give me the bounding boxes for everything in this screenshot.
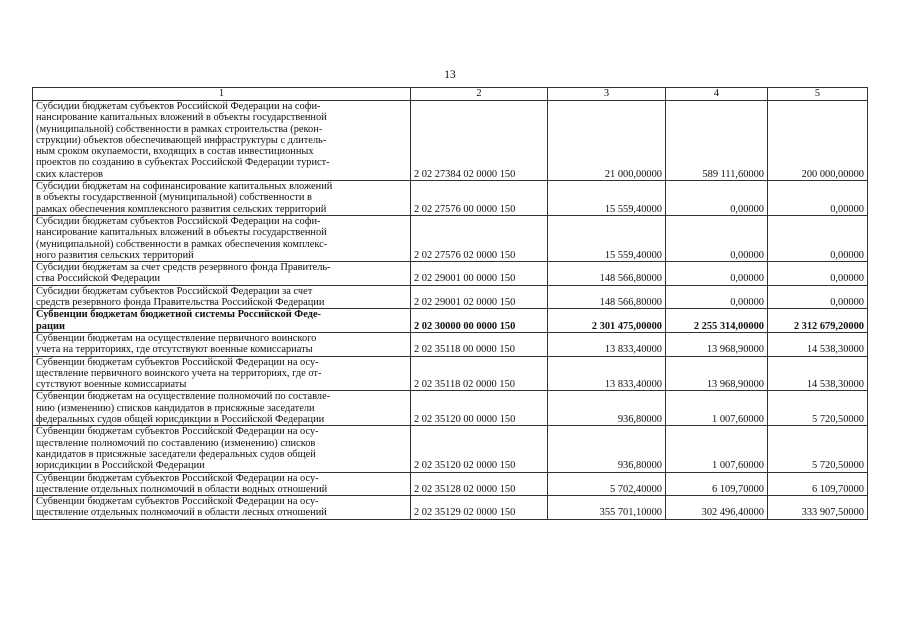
row-value-col3: 355 701,10000	[548, 496, 666, 520]
row-value-col4: 6 109,70000	[666, 472, 768, 496]
row-name-cell	[33, 496, 411, 520]
table-row	[33, 472, 868, 496]
header-cell-5: 5	[768, 88, 868, 101]
table-row	[33, 391, 868, 426]
row-value-col3: 936,80000	[548, 426, 666, 472]
row-name-cell	[33, 472, 411, 496]
row-value-col4: 2 255 314,00000	[666, 309, 768, 333]
row-name-line: юрисдикции в Российской Федерации	[36, 460, 205, 472]
row-name-line: Субсидии бюджетам на софинансирование капитальных вложений	[36, 181, 333, 193]
table-row	[33, 496, 868, 520]
row-name-line: проектов по созданию в субъектах Российской Федерации турист-	[36, 157, 330, 169]
row-value-col3: 13 833,40000	[548, 332, 666, 356]
row-value-col3: 148 566,80000	[548, 285, 666, 309]
table-body	[33, 101, 868, 520]
row-name-line: Субсидии бюджетам за счет средств резервного фонда Правитель-	[36, 262, 331, 274]
row-value-col3: 21 000,00000	[548, 101, 666, 181]
table-row	[33, 262, 868, 286]
row-code-cell: 2 02 35118 02 0000 150	[411, 356, 548, 391]
row-code-cell: 2 02 35120 02 0000 150	[411, 426, 548, 472]
table-row	[33, 332, 868, 356]
row-code-cell: 2 02 29001 00 0000 150	[411, 262, 548, 286]
row-value-col5: 0,00000	[768, 181, 868, 216]
row-name-line: Субвенции бюджетам субъектов Российской Федерации на осу-	[36, 472, 319, 484]
row-value-col3: 13 833,40000	[548, 356, 666, 391]
row-value-col4: 13 968,90000	[666, 356, 768, 391]
row-value-col5: 2 312 679,20000	[768, 309, 868, 333]
row-value-col4: 302 496,40000	[666, 496, 768, 520]
row-code-cell: 2 02 35120 00 0000 150	[411, 391, 548, 426]
row-code-cell: 2 02 35118 00 0000 150	[411, 332, 548, 356]
row-value-col4: 0,00000	[666, 181, 768, 216]
row-name-line: Субвенции бюджетам субъектов Российской Федерации на осу-	[36, 496, 319, 508]
row-name-line: (муниципальной) собственности в рамках обеспечения комплекс-	[36, 238, 328, 250]
row-code-cell: 2 02 30000 00 0000 150	[411, 309, 548, 333]
row-name-cell	[33, 262, 411, 286]
table-row	[33, 101, 868, 181]
header-cell-3: 3	[548, 88, 666, 101]
row-value-col4: 0,00000	[666, 215, 768, 261]
row-name-line: сутствуют военные комиссариаты	[36, 379, 187, 391]
row-value-col5: 0,00000	[768, 262, 868, 286]
row-code-cell: 2 02 27576 00 0000 150	[411, 181, 548, 216]
row-name-line: ства Российской Федерации	[36, 273, 161, 285]
row-name-line: струкции) объектов обеспечивающей инфраструктуры с длитель-	[36, 134, 327, 146]
row-value-col4: 589 111,60000	[666, 101, 768, 181]
row-name-cell	[33, 181, 411, 216]
row-code-cell: 2 02 35128 02 0000 150	[411, 472, 548, 496]
row-code-cell: 2 02 27576 02 0000 150	[411, 215, 548, 261]
table-row	[33, 426, 868, 472]
row-value-col4: 0,00000	[666, 262, 768, 286]
row-value-col3: 15 559,40000	[548, 181, 666, 216]
row-name-line: (муниципальной) собственности в рамках строительства (рекон-	[36, 123, 323, 135]
row-value-col3: 5 702,40000	[548, 472, 666, 496]
row-value-col3: 2 301 475,00000	[548, 309, 666, 333]
row-name-line: Субсидии бюджетам субъектов Российской Федерации за счет	[36, 285, 313, 297]
page-number: 13	[444, 69, 456, 81]
row-name-line: ществление отдельных полномочий в области лесных отношений	[36, 507, 327, 519]
header-cell-2: 2	[411, 88, 548, 101]
row-name-line: Субвенции бюджетам субъектов Российской Федерации на осу-	[36, 426, 319, 438]
table-row	[33, 356, 868, 391]
table-row	[33, 285, 868, 309]
row-value-col3: 936,80000	[548, 391, 666, 426]
row-name-line: кандидатов в присяжные заседатели федеральных судов общей	[36, 448, 316, 460]
row-name-cell	[33, 101, 411, 181]
row-value-col5: 0,00000	[768, 285, 868, 309]
row-code-cell: 2 02 29001 02 0000 150	[411, 285, 548, 309]
header-cell-1: 1	[33, 88, 411, 101]
row-name-line: рамках обеспечения комплексного развития сельских территорий	[36, 203, 327, 215]
row-code-cell: 2 02 27384 02 0000 150	[411, 101, 548, 181]
row-name-cell	[33, 426, 411, 472]
row-value-col4: 0,00000	[666, 285, 768, 309]
row-name-line: Субвенции бюджетам субъектов Российской Федерации на осу-	[36, 356, 319, 368]
row-value-col3: 15 559,40000	[548, 215, 666, 261]
row-value-col5: 14 538,30000	[768, 332, 868, 356]
row-code-cell: 2 02 35129 02 0000 150	[411, 496, 548, 520]
budget-table	[32, 87, 868, 520]
row-value-col5: 5 720,50000	[768, 391, 868, 426]
row-value-col5: 200 000,00000	[768, 101, 868, 181]
row-value-col5: 333 907,50000	[768, 496, 868, 520]
row-name-line: Субвенции бюджетам бюджетной системы Российской Феде-	[36, 309, 322, 321]
row-value-col4: 1 007,60000	[666, 426, 768, 472]
row-name-cell	[33, 285, 411, 309]
table-row	[33, 215, 868, 261]
row-value-col4: 1 007,60000	[666, 391, 768, 426]
table-row	[33, 181, 868, 216]
row-value-col5: 14 538,30000	[768, 356, 868, 391]
row-name-line: рации	[36, 320, 65, 332]
row-name-line: в объекты государственной (муниципальной) собственности в	[36, 192, 312, 204]
row-value-col5: 0,00000	[768, 215, 868, 261]
header-cell-4: 4	[666, 88, 768, 101]
row-name-line: ществление первичного воинского учета на территориях, где от-	[36, 367, 322, 379]
row-name-line: ществление отдельных полномочий в области водных отношений	[36, 483, 328, 495]
row-name-cell	[33, 356, 411, 391]
row-name-line: нию (изменению) списков кандидатов в присяжные заседатели	[36, 402, 315, 414]
row-name-cell	[33, 332, 411, 356]
row-value-col4: 13 968,90000	[666, 332, 768, 356]
row-name-line: федеральных судов общей юрисдикции в Российской Федерации	[36, 414, 325, 426]
row-name-line: нансирование капитальных вложений в объекты государственной	[36, 227, 327, 239]
row-name-line: ного развития сельских территорий	[36, 249, 194, 261]
row-name-line: нансирование капитальных вложений в объекты государственной	[36, 112, 327, 124]
row-name-line: ществление полномочий по составлению (изменению) списков	[36, 437, 316, 449]
row-name-line: Субсидии бюджетам субъектов Российской Федерации на софи-	[36, 101, 321, 112]
row-name-line: ным сроком окупаемости, входящих в состав инвестиционных	[36, 146, 314, 158]
table-row	[33, 309, 868, 333]
row-value-col5: 5 720,50000	[768, 426, 868, 472]
row-name-line: учета на территориях, где отсутствуют военные комиссариаты	[36, 344, 313, 356]
row-name-cell	[33, 309, 411, 333]
row-name-line: средств резервного фонда Правительства Российской Федерации	[36, 297, 325, 309]
row-name-cell	[33, 391, 411, 426]
row-name-cell	[33, 215, 411, 261]
row-name-line: ских кластеров	[36, 168, 103, 180]
row-name-line: Субвенции бюджетам на осуществление полномочий по составле-	[36, 391, 331, 403]
row-name-line: Субвенции бюджетам на осуществление первичного воинского	[36, 332, 317, 344]
row-value-col3: 148 566,80000	[548, 262, 666, 286]
header-row	[33, 88, 868, 101]
row-name-line: Субсидии бюджетам субъектов Российской Федерации на софи-	[36, 215, 321, 227]
row-value-col5: 6 109,70000	[768, 472, 868, 496]
